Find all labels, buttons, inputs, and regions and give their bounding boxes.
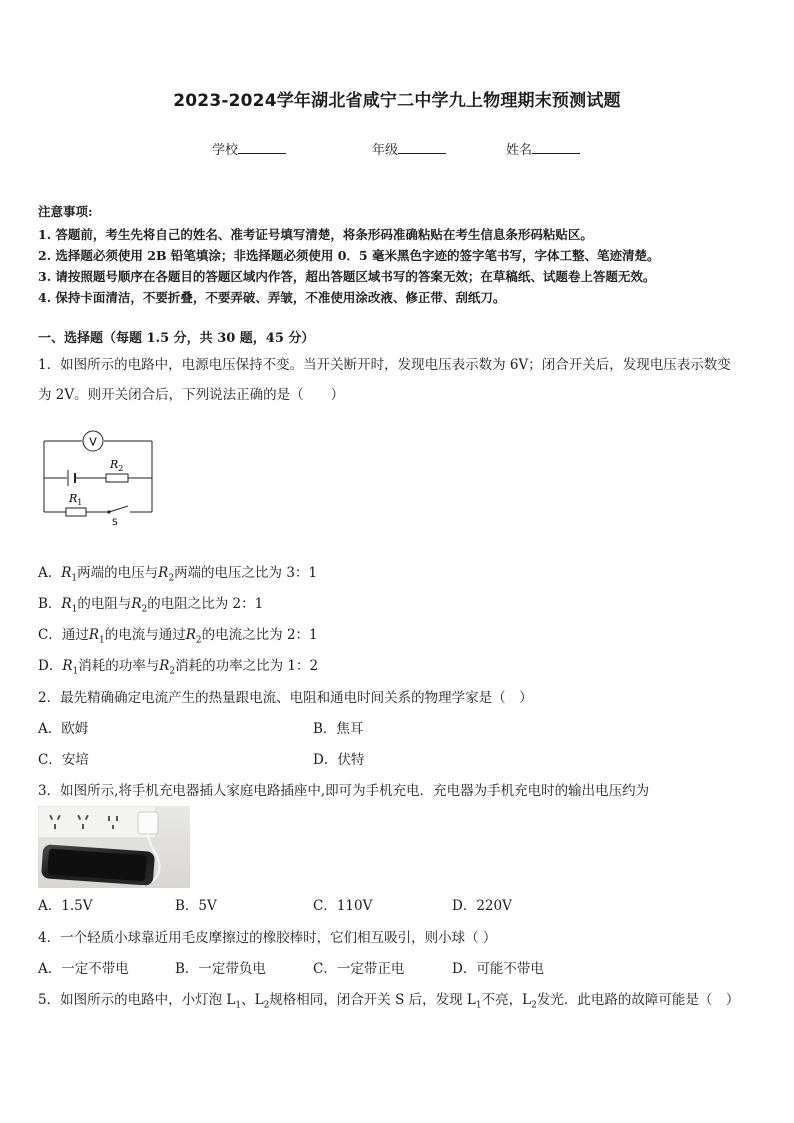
q2-stem: 2．最先精确确定电流产生的热量跟电流、电阻和通电时间关系的物理学家是（ ） [38,690,533,706]
q2-option-d[interactable]: D．伏特 [313,752,365,768]
q4-option-a[interactable]: A．一定不带电 [38,961,129,977]
q5-stem: 5．如图所示的电路中，小灯泡 $L_1$、$L_2$规格相同，闭合开关 S 后，发现 $L_1$不亮，$L_2$发光．此电路的故障可能是（ ） [38,992,740,1011]
notes-block [38,202,768,308]
name-field [506,139,580,158]
switch-blade [109,506,128,512]
charger-brick [138,812,158,834]
q3-option-c[interactable]: C．110V [313,898,373,914]
q1-option-c[interactable]: C．通过$R_1$的电流与通过$R_2$的电流之比为 2：1 [38,627,318,646]
notes-heading: 注意事项: [38,204,93,219]
q4-stem: 4．一个轻质小球靠近用毛皮摩擦过的橡胶棒时，它们相互吸引，则小球（ ） [38,930,497,946]
r2-label: $R_2$ [110,458,124,473]
student-info-row [0,139,794,159]
page-title: 2023-2024学年湖北省咸宁二中学九上物理期末预测试题 [173,91,621,111]
school-blank [238,141,286,154]
note-item: 4. 保持卡面清洁，不要折叠，不要弄破、弄皱，不准使用涂改液、修正带、刮纸刀。 [38,290,506,305]
name-blank [532,141,580,154]
note-item: 2. 选择题必须使用 2B 铅笔填涂；非选择题必须使用 0．5 毫米黑色字迹的签字笔书写，字体工整、笔迹清楚。 [38,248,660,263]
voltmeter-label: V [89,435,97,449]
switch-label: S [112,518,118,526]
name-label: 姓名 [506,143,533,158]
q4-option-b[interactable]: B．一定带负电 [175,961,266,977]
q2-option-b[interactable]: B．焦耳 [313,721,364,737]
section-heading: 一、选择题（每题 1.5 分，共 30 题，45 分） [38,331,315,346]
q1-stem-line2: 为 2V。则开关闭合后，下列说法正确的是（ ） [38,387,345,403]
resistor-r2 [106,474,128,482]
q3-option-b[interactable]: B．5V [175,898,217,914]
q1-circuit-diagram [38,426,158,526]
r1-label: $R_1$ [69,492,83,507]
q2-option-a[interactable]: A．欧姆 [38,721,89,737]
q4-option-d[interactable]: D．可能不带电 [452,961,544,977]
q3-option-a[interactable]: A．1.5V [38,898,93,914]
grade-label: 年级 [372,143,399,158]
q1-option-b[interactable]: B．$R_1$的电阻与$R_2$的电阻之比为 2：1 [38,596,264,615]
q1-option-d[interactable]: D．$R_1$消耗的功率与$R_2$消耗的功率之比为 1：2 [38,658,319,677]
note-item: 1. 答题前，考生先将自己的姓名、准考证号填写清楚，将条形码准确粘贴在考生信息条形码粘贴区。 [38,227,593,242]
q1-stem-line1: 1．如图所示的电路中，电源电压保持不变。当开关断开时，发现电压表示数为 6V；闭合开关后，发现电压表示数变 [38,357,731,373]
q4-option-c[interactable]: C．一定带正电 [313,961,405,977]
q3-option-d[interactable]: D．220V [452,898,512,914]
note-item: 3. 请按照题号顺序在各题目的答题区域内作答，超出答题区域书写的答案无效；在草稿纸、试题卷上答题无效。 [38,269,656,284]
school-label: 学校 [212,143,239,158]
grade-field [372,139,446,158]
q1-option-a[interactable]: A．$R_1$两端的电压与$R_2$两端的电压之比为 3：1 [38,565,318,584]
q3-stem: 3．如图所示,将手机充电器插人家庭电路插座中,即可为手机充电．充电器为手机充电时的输出电压约为 [38,783,650,799]
school-field [212,139,286,158]
phone-charger-photo [38,806,190,888]
grade-blank [398,141,446,154]
resistor-r1 [66,508,86,516]
q2-option-c[interactable]: C．安培 [38,752,89,768]
